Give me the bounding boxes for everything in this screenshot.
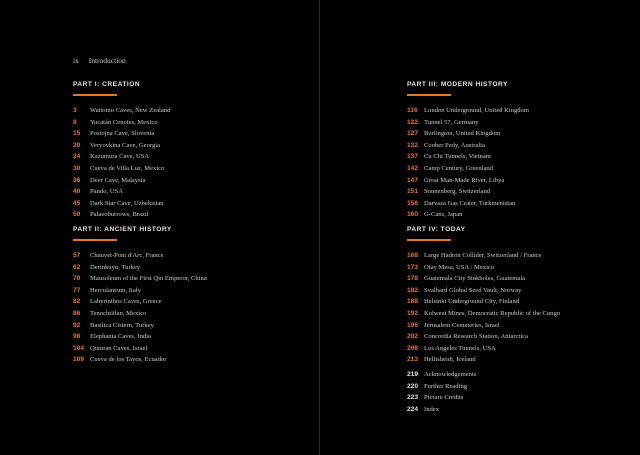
toc-entry — [73, 163, 170, 175]
toc-entry-title: Yucatán Cenotes, Mexico — [90, 118, 158, 126]
toc-entry-title: Sonnenberg, Switzerland — [424, 188, 491, 196]
toc-entry — [407, 209, 529, 221]
toc-page-number: 224 — [407, 405, 419, 413]
toc-page-number: 15 — [73, 130, 81, 138]
toc-entry-title: Kolwezi Mines, Democratic Republic of the Congo — [424, 309, 561, 317]
toc-entry-title: Otay Mesa, USA / Mexico — [424, 263, 495, 271]
toc-page-number: 223 — [407, 394, 419, 402]
toc-page-number: 208 — [407, 344, 419, 352]
toc-entry-title: Coober Pedy, Australia — [424, 141, 485, 149]
toc-entry-title: Deer Cave, Malaysia — [90, 176, 146, 184]
toc-entry-title: Elephanta Caves, India — [90, 333, 151, 341]
toc-page-number: 122 — [407, 118, 419, 126]
toc-entry-title: Waitomo Caves, New Zealand — [90, 107, 171, 114]
toc-page-number: 116 — [407, 107, 418, 114]
toc-page-number: 196 — [407, 321, 419, 329]
toc-page-number: 213 — [407, 356, 419, 364]
toc-entry-title: Tunnel 57, Germany — [424, 118, 479, 126]
toc-entry-title: Labyrinthos Caves, Greece — [90, 298, 162, 306]
toc-entry-title: Tenochtitlan, Mexico — [90, 309, 147, 317]
toc-page-number: 57 — [73, 252, 81, 259]
toc-page-number: 151 — [407, 188, 419, 196]
toc-entry — [407, 262, 560, 274]
toc-entry-title: Chauvet-Pont d'Arc, France — [90, 252, 164, 259]
toc-entry — [73, 105, 170, 117]
toc-page-number: 98 — [73, 333, 81, 341]
toc-entry — [73, 354, 207, 366]
toc-entry-title: Guatemala City Sinkholes, Guatemala — [424, 275, 526, 283]
toc-entry-title: Veryovkina Cave, Georgia — [90, 141, 161, 149]
toc-page-number: 24 — [73, 153, 81, 161]
toc-entry — [407, 354, 560, 366]
toc-entry — [73, 320, 207, 332]
toc-entry — [407, 163, 529, 175]
toc-entry — [407, 404, 476, 416]
toc-page-number: 77 — [73, 286, 81, 294]
part-2-rule — [73, 239, 117, 241]
toc-entry — [407, 308, 560, 320]
part-4-rule — [407, 239, 451, 241]
toc-entry — [73, 175, 170, 187]
toc-page-number: 50 — [73, 211, 81, 219]
part-4-title: PART IV: TODAY — [407, 226, 466, 233]
toc-page-number: 220 — [407, 382, 419, 390]
toc-entry — [407, 175, 529, 187]
toc-entry-title: Mausoleum of the First Qin Emperor, China — [90, 275, 207, 283]
toc-page-number: 20 — [73, 141, 81, 149]
toc-entry — [407, 369, 476, 381]
toc-entry — [407, 285, 560, 297]
toc-entry — [407, 140, 529, 152]
toc-entry — [73, 285, 207, 297]
toc-page-number: 132 — [407, 141, 419, 149]
intro-title: Introduction — [88, 56, 126, 65]
part-4-entry-list — [407, 250, 560, 366]
intro-entry — [73, 56, 126, 65]
toc-entry-title: Further Reading — [424, 382, 468, 390]
toc-page-number: 86 — [73, 309, 81, 317]
toc-page-number: 45 — [73, 199, 81, 207]
part-1-entry-list — [73, 105, 170, 221]
part-2-title: PART II: ANCIENT HISTORY — [73, 226, 172, 233]
intro-page-number: ix — [73, 56, 79, 65]
part-1-title: PART I: CREATION — [73, 81, 141, 88]
toc-page-number: 147 — [407, 176, 419, 184]
toc-entry — [407, 198, 529, 210]
toc-entry-title: Postojna Cave, Slovenia — [90, 130, 155, 138]
back-matter-list — [407, 369, 476, 415]
toc-page-number: 127 — [407, 130, 419, 138]
part-1-rule — [73, 94, 117, 96]
toc-page-number: 188 — [407, 298, 419, 306]
toc-entry — [407, 186, 529, 198]
toc-entry-title: Pando, USA — [90, 188, 123, 196]
toc-entry-title: Cu Chi Tunnels, Vietnam — [424, 153, 491, 161]
toc-page-number: 178 — [407, 275, 419, 283]
toc-entry-title: Qumran Caves, Israel — [90, 344, 148, 352]
toc-entry-title: Dark Star Cave, Uzbekistan — [90, 199, 164, 207]
toc-page-number: 70 — [73, 275, 81, 283]
toc-entry — [73, 262, 207, 274]
toc-entry — [407, 273, 560, 285]
toc-entry — [407, 250, 560, 262]
toc-page-number: 40 — [73, 188, 81, 196]
toc-page-number: 182 — [407, 286, 419, 294]
toc-page-number: 173 — [407, 263, 419, 271]
toc-entry — [73, 296, 207, 308]
toc-entry-title: Hellisheidi, Iceland — [424, 356, 476, 364]
toc-page-number: 36 — [73, 176, 81, 184]
part-3-entry-list — [407, 105, 529, 221]
toc-entry-title: Svalbard Global Seed Vault, Norway — [424, 286, 522, 294]
toc-entry — [407, 331, 560, 343]
toc-page-number: 156 — [407, 199, 419, 207]
toc-entry — [73, 209, 170, 221]
toc-entry-title: G-Cans, Japan — [424, 211, 463, 219]
toc-entry — [73, 186, 170, 198]
toc-entry — [407, 117, 529, 129]
toc-entry — [407, 392, 476, 404]
toc-entry — [73, 308, 207, 320]
left-page — [0, 0, 319, 455]
toc-entry — [407, 381, 476, 393]
toc-entry-title: Helsinki Underground City, Finland — [424, 298, 520, 306]
toc-entry-title: Herculaneum, Italy — [90, 286, 141, 294]
toc-entry-title: Darvaza Gas Crater, Turkmenistan — [424, 199, 516, 207]
toc-entry-title: Derinkuyu, Turkey — [90, 263, 141, 271]
toc-entry — [73, 250, 207, 262]
toc-entry-title: Great Man-Made River, Libya — [424, 176, 505, 184]
toc-page-number: 62 — [73, 263, 81, 271]
toc-page-number: 104 — [73, 344, 85, 352]
toc-page-number: 137 — [407, 153, 419, 161]
part-3-title: PART III: MODERN HISTORY — [407, 81, 508, 88]
toc-entry-title: Cueva de Villa Luz, Mexico — [90, 164, 165, 172]
toc-entry — [407, 296, 560, 308]
toc-entry — [73, 273, 207, 285]
toc-page-number: 82 — [73, 298, 81, 306]
part-3-rule — [407, 94, 451, 96]
toc-entry-title: Basilica Cistern, Turkey — [90, 321, 154, 329]
toc-entry-title: Picture Credits — [424, 394, 464, 402]
toc-page-number: 202 — [407, 333, 419, 341]
toc-entry — [407, 320, 560, 332]
part-1-section — [73, 80, 170, 221]
toc-entry-title: Large Hadron Collider, Switzerland / France — [424, 252, 542, 259]
toc-entry-title: Cueva de los Tayos, Ecuador — [90, 356, 167, 364]
toc-page-number: 192 — [407, 309, 419, 317]
toc-entry — [73, 140, 170, 152]
right-page — [320, 0, 640, 455]
toc-entry — [73, 343, 207, 355]
toc-page-number: 3 — [73, 107, 77, 114]
toc-entry-title: Kazumura Cave, USA — [90, 153, 150, 161]
toc-entry — [73, 331, 207, 343]
toc-entry — [407, 128, 529, 140]
toc-entry — [73, 117, 170, 129]
toc-page-number: 168 — [407, 252, 419, 259]
toc-entry-title: Palaeoburrows, Brazil — [90, 211, 149, 219]
toc-entry-title: Concordia Research Station, Antarctica — [424, 333, 528, 341]
toc-entry — [407, 151, 529, 163]
toc-entry-title: Jerusalem Cemeteries, Israel — [424, 321, 500, 329]
toc-entry — [73, 198, 170, 210]
toc-entry-title: Index — [424, 405, 440, 413]
toc-page-number: 30 — [73, 164, 81, 172]
toc-page-number: 142 — [407, 164, 419, 172]
toc-page-number: 109 — [73, 356, 85, 364]
toc-entry — [73, 151, 170, 163]
toc-page-number: 219 — [407, 371, 419, 378]
toc-entry-title: London Underground, United Kingdom — [424, 107, 530, 114]
part-4-section — [407, 225, 560, 366]
part-2-entry-list — [73, 250, 207, 366]
toc-page-number: 92 — [73, 321, 81, 329]
toc-entry-title: Camp Century, Greenland — [424, 164, 493, 172]
toc-entry-title: Acknowledgements — [424, 371, 477, 378]
toc-page-number: 8 — [73, 118, 77, 126]
toc-entry — [407, 105, 529, 117]
toc-entry-title: Los Angeles Tunnels, USA — [424, 344, 496, 352]
toc-page-number: 160 — [407, 211, 419, 219]
toc-entry-title: Burlington, United Kingdom — [424, 130, 501, 138]
part-2-section — [73, 225, 207, 366]
toc-entry — [407, 343, 560, 355]
toc-entry — [73, 128, 170, 140]
part-3-section — [407, 80, 529, 221]
